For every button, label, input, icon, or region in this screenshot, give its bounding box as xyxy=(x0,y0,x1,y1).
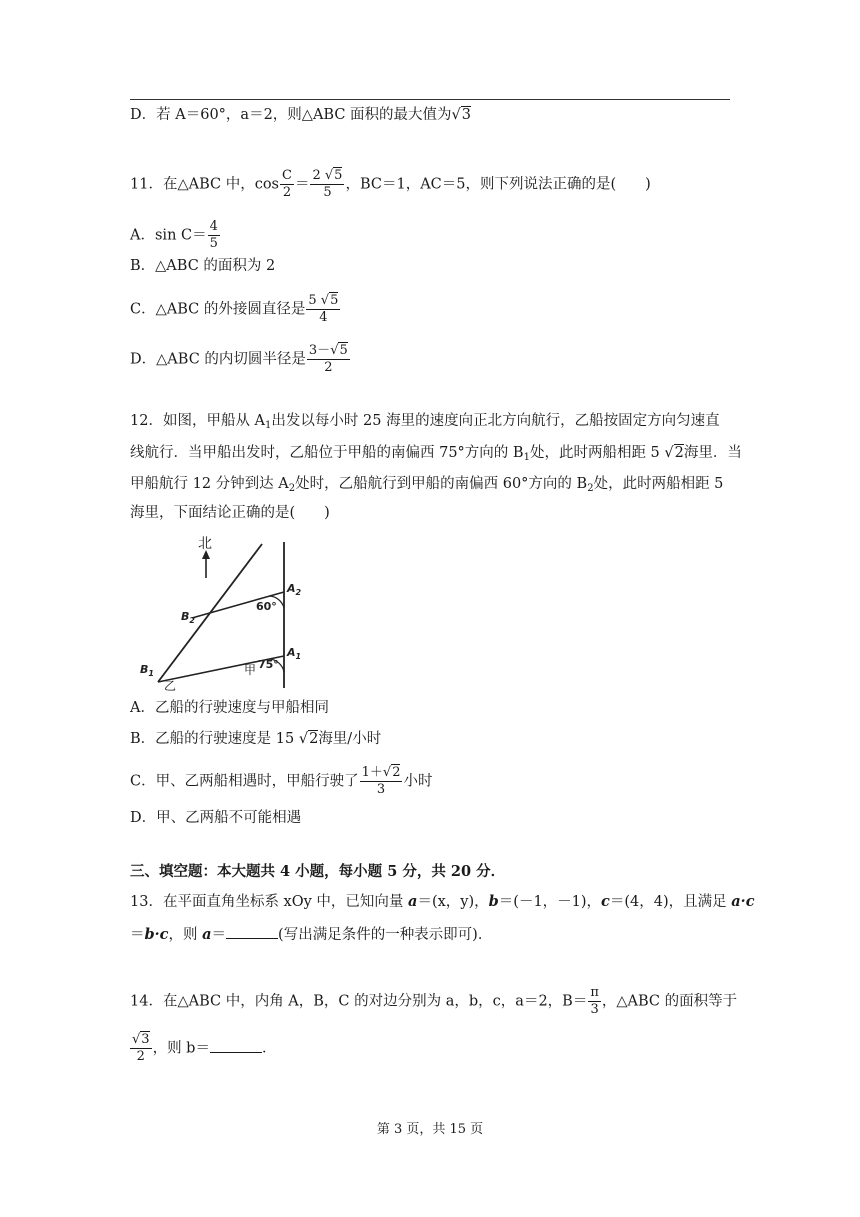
question-11-option-a: A．sin C＝ $\frac{4}{5}$ xyxy=(130,219,218,251)
label-b2: $B_2$ xyxy=(181,610,195,625)
fraction-1plussqrt2-over-3: $\frac{1+√2}{3}$ xyxy=(361,765,401,797)
question-12-line-3: 甲船航行 12 分钟到达 $A_2$处时，乙船航行到甲船的南偏西 60°方向的 $B_2$处，此时两船相距 5 xyxy=(130,476,724,494)
north-label: 北 xyxy=(198,536,212,552)
question-13-line-2: ＝b·c，则 a＝ (写出满足条件的一种表示即可)． xyxy=(130,926,493,943)
angle-label-75: 75° xyxy=(258,658,279,671)
question-13-line-1: 13．在平面直角坐标系 xOy 中，已知向量 a＝(x，y)，b＝(－1，－1)，c＝(4，4)，且满足 a·c xyxy=(130,893,755,910)
prev-option-d: D．若 A＝60°，a＝2，则△ABC 面积的最大值为√3 xyxy=(130,107,472,123)
question-11-option-c: C．△ABC 的外接圆直径是 $\frac{5 √5}{4}$ xyxy=(130,293,339,325)
fraction-5sqrt5-over-4: $\frac{5 √5}{4}$ xyxy=(308,293,339,325)
angle-label-60: 60° xyxy=(256,600,277,613)
section-3-heading: 三、填空题：本大题共 4 小题，每小题 5 分，共 20 分． xyxy=(130,863,506,880)
question-14-line-2: $\frac{√3}{2}$ ，则 b＝ ． xyxy=(132,1032,277,1064)
answer-blank-14[interactable] xyxy=(210,1038,262,1053)
question-12-option-b: B．乙船的行驶速度是 15 √2海里/小时 xyxy=(130,731,382,747)
label-yi: 乙 xyxy=(164,679,177,692)
answer-blank-13[interactable] xyxy=(226,924,278,939)
fraction-2sqrt5-over-5: $\frac{2 √5}{5}$ xyxy=(312,168,343,200)
ship-diagram xyxy=(138,532,318,692)
sqrt-3: √3 xyxy=(451,107,472,123)
fraction-4-over-5: $\frac{4}{5}$ xyxy=(209,219,218,251)
label-a1: $A_1$ xyxy=(287,646,302,661)
question-12-line-4: 海里，下面结论正确的是( ) xyxy=(130,505,330,521)
fraction-3minussqrt5-over-2: $\frac{3-√5}{2}$ xyxy=(308,343,348,375)
label-a2: $A_2$ xyxy=(287,582,302,597)
header-rule xyxy=(130,99,730,100)
question-14-line-1: 14．在△ABC 中，内角 A，B，C 的对边分别为 a，b，c，a＝2，B＝ $\frac{\pi}{3}$ ，△ABC 的面积等于 xyxy=(130,985,738,1017)
fraction-pi-over-3: $\frac{\pi}{3}$ xyxy=(590,985,599,1017)
label-jia: 甲 xyxy=(244,663,257,677)
question-12-option-d: D．甲、乙两船不可能相遇 xyxy=(130,810,302,826)
question-12-line-1: 12．如图，甲船从 $A_1$出发以每小时 25 海里的速度向正北方向航行，乙船按固定方向匀速直 xyxy=(130,413,720,431)
question-11-option-d: D．△ABC 的内切圆半径是 $\frac{3-√5}{2}$ xyxy=(130,343,348,375)
fraction-sqrt3-over-2: $\frac{√3}{2}$ xyxy=(132,1032,150,1064)
question-12-option-c: C．甲、乙两船相遇时，甲船行驶了 $\frac{1+√2}{3}$ 小时 xyxy=(130,765,433,797)
page-footer: 第 3 页，共 15 页 xyxy=(376,1122,484,1137)
question-12-option-a: A．乙船的行驶速度与甲船相同 xyxy=(130,700,329,716)
label-b1: $B_1$ xyxy=(140,663,154,678)
fraction-c-over-2: $\frac{C}{2}$ xyxy=(282,168,292,200)
question-11-stem: 11．在△ABC 中，cos $\frac{C}{2}$ ＝ $\frac{2 √5}{5}$ ，BC＝1，AC＝5，则下列说法正确的是( ) xyxy=(130,168,651,200)
question-12-line-2: 线航行．当甲船出发时，乙船位于甲船的南偏西 75°方向的 $B_1$处，此时两船相距 5 √2海里．当 xyxy=(130,445,742,463)
question-11-option-b: B．△ABC 的面积为 2 xyxy=(130,258,276,274)
